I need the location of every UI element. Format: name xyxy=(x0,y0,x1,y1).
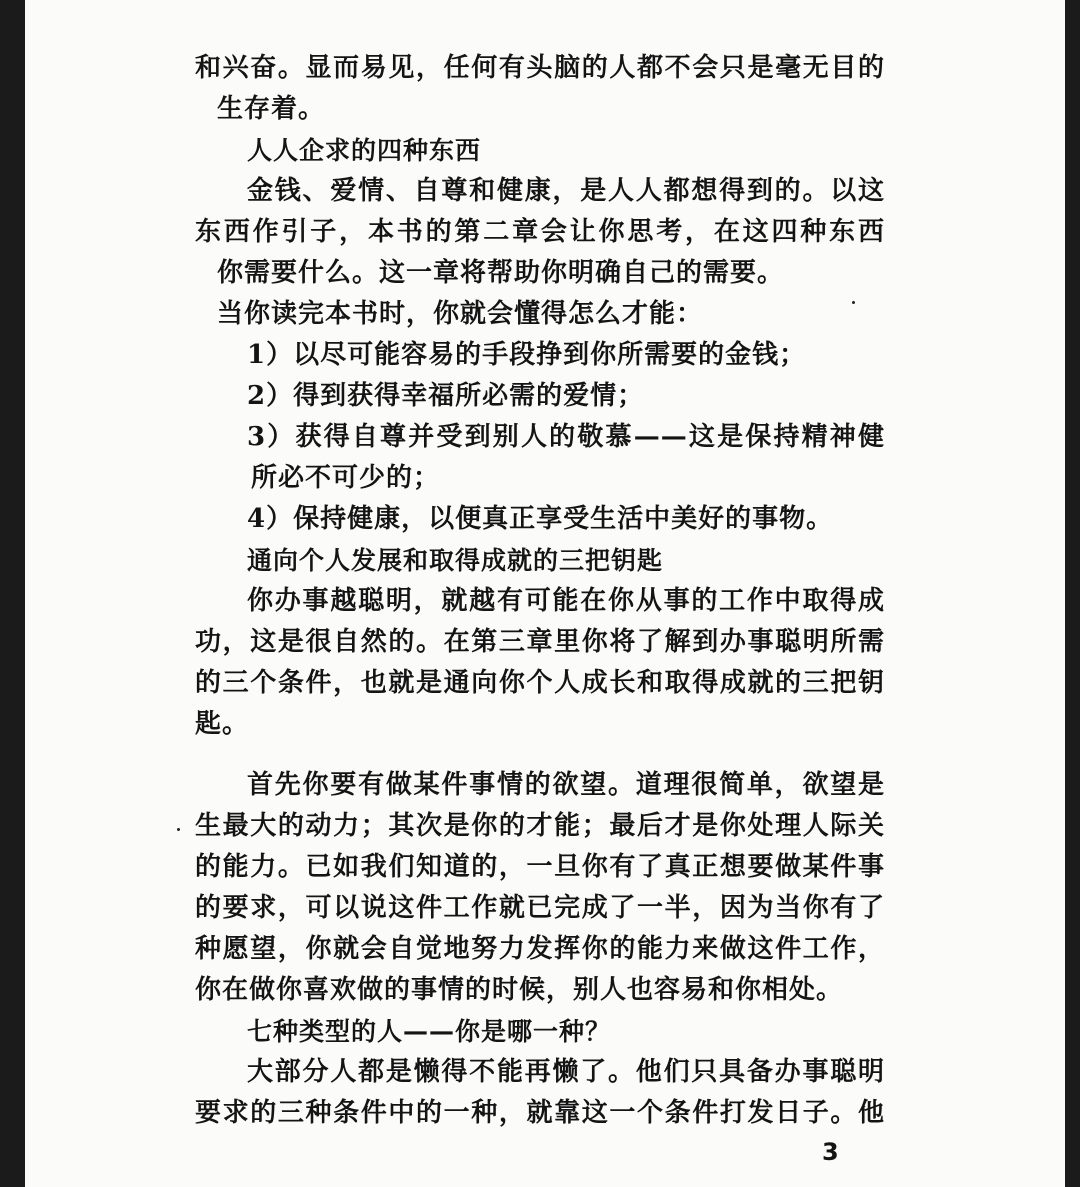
section-heading: 通向个人发展和取得成就的三把钥匙 xyxy=(247,546,664,575)
list-item: 2）得到获得幸福所必需的爱情； xyxy=(247,381,645,411)
text-line: 生存着。 xyxy=(217,94,326,124)
text-line: 生最大的动力；其次是你的才能；最后才是你处理人际关 xyxy=(195,811,885,841)
section-heading: 人人企求的四种东西 xyxy=(247,136,482,165)
text-line: 的能力。已如我们知道的，一旦你有了真正想要做某件事 xyxy=(195,852,885,882)
text-line: 东西作引子，本书的第二章会让你思考，在这四种东西 xyxy=(195,217,885,247)
text-line: 首先你要有做某件事情的欲望。道理很简单，欲望是 xyxy=(247,770,885,800)
text-line: 你在做你喜欢做的事情的时候，别人也容易和你相处。 xyxy=(195,975,844,1005)
text-line: 你办事越聪明，就越有可能在你从事的工作中取得成 xyxy=(247,586,885,616)
text-line: 金钱、爱情、自尊和健康，是人人都想得到的。以这 xyxy=(247,176,885,206)
text-line: 要求的三种条件中的一种，就靠这一个条件打发日子。他 xyxy=(195,1098,885,1128)
list-item: 4）保持健康，以便真正享受生活中美好的事物。 xyxy=(247,504,834,534)
section-heading: 七种类型的人——你是哪一种？ xyxy=(247,1017,612,1046)
list-item-continuation: 所必不可少的； xyxy=(251,463,441,493)
page-number: 3 xyxy=(822,1138,840,1166)
page-content xyxy=(195,48,895,1134)
text-line: 的要求，可以说这件工作就已完成了一半，因为当你有了 xyxy=(195,893,885,923)
text-line: 当你读完本书时，你就会懂得怎么才能： xyxy=(217,299,704,329)
text-line: 的三个条件，也就是通向你个人成长和取得成就的三把钥 xyxy=(195,668,885,698)
text-line: 和兴奋。显而易见，任何有头脑的人都不会只是毫无目的 xyxy=(195,53,885,83)
list-item: 3）获得自尊并受到别人的敬慕——这是保持精神健 xyxy=(247,422,885,452)
text-line: 大部分人都是懒得不能再懒了。他们只具备办事聪明 xyxy=(247,1057,885,1087)
text-line: 你需要什么。这一章将帮助你明确自己的需要。 xyxy=(217,258,785,288)
scan-speck xyxy=(852,301,855,304)
scan-speck xyxy=(177,828,180,831)
text-line: 种愿望，你就会自觉地努力发挥你的能力来做这件工作， xyxy=(195,934,885,964)
book-page xyxy=(25,0,1065,1187)
list-item: 1）以尽可能容易的手段挣到你所需要的金钱； xyxy=(247,340,807,370)
text-line: 功，这是很自然的。在第三章里你将了解到办事聪明所需 xyxy=(195,627,885,657)
text-line: 匙。 xyxy=(195,709,250,739)
